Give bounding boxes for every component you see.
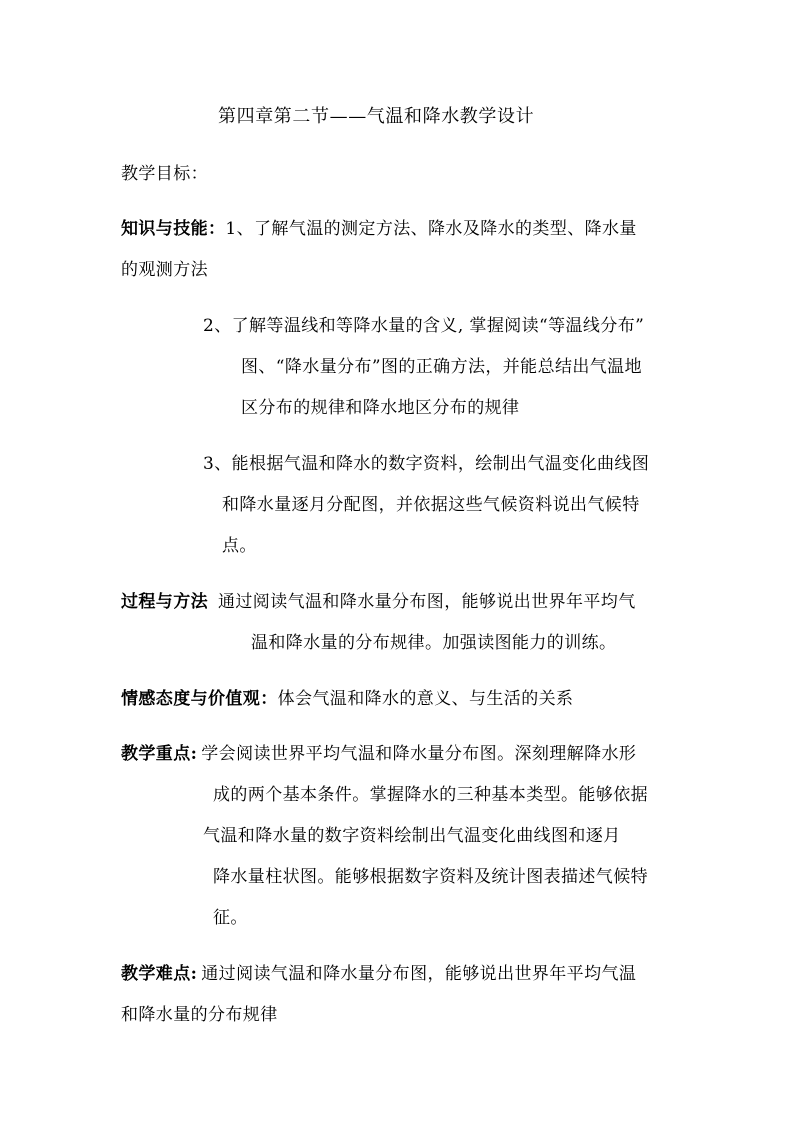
difficult-points-line2: 和降水量的分布规律 [121, 1005, 278, 1025]
process-line2: 温和降水量的分布规律。加强读图能力的训练。 [251, 633, 617, 653]
difficult-points-text1: 通过阅读气温和降水量分布图，能够说出世界年平均气温 [201, 964, 637, 984]
key-points-line5: 征。 [213, 908, 248, 928]
knowledge-item3-line1: 3、能根据气温和降水的数字资料，绘制出气温变化曲线图 [203, 454, 650, 474]
key-points-label: 教学重点: [121, 744, 198, 764]
knowledge-label: 知识与技能： [121, 219, 226, 239]
key-points-text1: 学会阅读世界平均气温和降水量分布图。深刻理解降水形 [201, 744, 637, 764]
knowledge-item1-line1 [121, 218, 637, 240]
knowledge-item3-line3: 点。 [222, 536, 257, 556]
knowledge-item2-line1: 2、了解等温线和等降水量的含义, 掌握阅读“等温线分布” [203, 316, 645, 336]
knowledge-item2-line2: 图、“降水量分布”图的正确方法，并能总结出气温地 [241, 357, 642, 377]
difficult-points-label: 教学难点: [121, 964, 198, 984]
key-points-line1 [121, 743, 636, 765]
knowledge-item2-line3: 区分布的规律和降水地区分布的规律 [241, 398, 520, 418]
key-points-line4: 降水量柱状图。能够根据数字资料及统计图表描述气候特 [213, 867, 648, 887]
key-points-line2: 成的两个基本条件。掌握降水的三种基本类型。能够依据 [213, 785, 648, 805]
document-title: 第四章第二节——气温和降水教学设计 [218, 106, 535, 127]
process-label: 过程与方法 [121, 592, 208, 612]
emotion-line [121, 688, 573, 710]
objectives-label: 教学目标： [121, 164, 208, 184]
knowledge-item3-line2: 和降水量逐月分配图，并依据这些气候资料说出气候特 [222, 495, 640, 515]
key-points-line3: 气温和降水量的数字资料绘制出气温变化曲线图和逐月 [203, 826, 621, 846]
difficult-points-line1 [121, 963, 636, 985]
emotion-label: 情感态度与价值观： [121, 689, 278, 709]
knowledge-item1-text: 1、了解气温的测定方法、降水及降水的类型、降水量 [225, 219, 637, 239]
process-line1 [121, 591, 636, 613]
process-text1: 通过阅读气温和降水量分布图，能够说出世界年平均气 [218, 592, 636, 612]
knowledge-item1-line2: 的观测方法 [121, 260, 208, 280]
emotion-text: 体会气温和降水的意义、与生活的关系 [277, 689, 574, 709]
